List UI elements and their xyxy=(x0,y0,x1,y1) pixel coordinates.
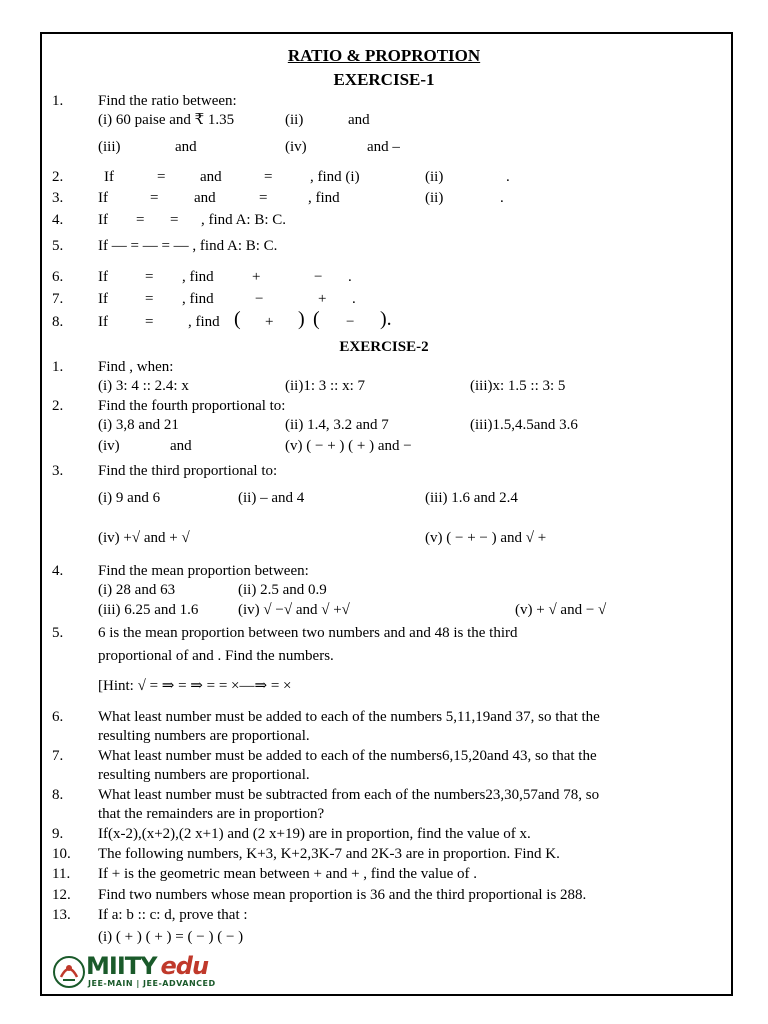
ex1-q3-and: and xyxy=(194,190,216,206)
ex2-q2-stem: Find the fourth proportional to: xyxy=(98,398,286,414)
ex2-q5-line1: 6 is the mean proportion between two numbers and and 48 is the third xyxy=(98,625,518,641)
exercise-1-heading: EXERCISE-1 xyxy=(333,70,435,89)
ex1-q6-dot: . xyxy=(348,269,352,285)
page-title: RATIO & PROPROTION xyxy=(287,46,481,65)
ex2-q2-iii: (iii)1.5,4.5and 3.6 xyxy=(470,417,578,433)
ex1-q3-ii: (ii) xyxy=(425,190,444,206)
ex1-q2-find: , find (i) xyxy=(310,169,360,185)
ex1-q3-eq2: = xyxy=(259,190,268,206)
ex1-q2-eq2: = xyxy=(264,169,273,185)
ex1-q8-paren-close-2: ). xyxy=(380,308,392,330)
ex1-q1-stem: Find the ratio between: xyxy=(98,93,237,109)
ex2-q11-number: 11. xyxy=(52,866,71,882)
ex2-q3-i: (i) 9 and 6 xyxy=(98,490,161,506)
ex2-q8-line1: What least number must be subtracted from each of the numbers23,30,57and 78, so xyxy=(98,787,600,803)
ex1-q7-eq: = xyxy=(145,291,154,307)
ex1-q7-number: 7. xyxy=(52,291,64,307)
ex2-q1-i: (i) 3: 4 :: 2.4: x xyxy=(98,378,189,394)
ex1-q1-part-i: (i) 60 paise and ₹ 1.35 xyxy=(98,112,235,128)
ex2-q4-iv: (iv) √ −√ and √ +√ xyxy=(238,602,350,618)
ex1-q2-eq1: = xyxy=(157,169,166,185)
ex2-q12-text: Find two numbers whose mean proportion is 36 and the third proportional is 288. xyxy=(98,887,587,903)
ex1-q6-plus: + xyxy=(252,269,261,285)
ex2-q2-number: 2. xyxy=(52,398,64,414)
ex2-q2-i: (i) 3,8 and 21 xyxy=(98,417,179,433)
ex1-q6-minus: − xyxy=(314,269,323,285)
ex2-q3-iii: (iii) 1.6 and 2.4 xyxy=(425,490,518,506)
ex1-q3-dot: . xyxy=(500,190,504,206)
ex1-q4-find: , find A: B: C. xyxy=(201,212,287,228)
ex1-q1-part-iv-and: and – xyxy=(367,139,400,155)
ex1-q6-if: If xyxy=(98,269,108,285)
ex1-q4-number: 4. xyxy=(52,212,64,228)
ex2-q13-i: (i) ( + ) ( + ) = ( − ) ( − ) xyxy=(98,929,244,945)
ex1-q8-minus: − xyxy=(346,314,355,330)
ex2-q1-iii: (iii)x: 1.5 :: 3: 5 xyxy=(470,378,566,394)
ex1-q2-number: 2. xyxy=(52,169,64,185)
ex2-q5-line2: proportional of and . Find the numbers. xyxy=(98,648,334,664)
ex1-q4-if: If xyxy=(98,212,108,228)
ex2-q13-number: 13. xyxy=(52,907,71,923)
ex2-q2-ii: (ii) 1.4, 3.2 and 7 xyxy=(285,417,389,433)
ex1-q7-plus: + xyxy=(318,291,327,307)
ex1-q5-text: If — = — = — , find A: B: C. xyxy=(98,238,278,254)
ex2-q10-number: 10. xyxy=(52,846,71,862)
ex2-q9-number: 9. xyxy=(52,826,64,842)
ex2-q9-text: If(x-2),(x+2),(2 x+1) and (2 x+19) are in proportion, find the value of x. xyxy=(98,826,531,842)
ex2-q1-number: 1. xyxy=(52,359,64,375)
ex2-q4-iii: (iii) 6.25 and 1.6 xyxy=(98,602,199,618)
ex2-q2-v: (v) ( − + ) ( + ) and − xyxy=(285,438,412,454)
ex1-q7-find: , find xyxy=(182,291,214,307)
ex2-q2-iv: (iv) xyxy=(98,438,120,454)
ex1-q3-if: If xyxy=(98,190,108,206)
ex2-q12-number: 12. xyxy=(52,887,71,903)
ex2-q6-number: 6. xyxy=(52,709,64,725)
exercise-2-heading: EXERCISE-2 xyxy=(339,339,429,355)
ex2-q3-number: 3. xyxy=(52,463,64,479)
ex1-q1-number: 1. xyxy=(52,93,64,109)
ex2-q4-v: (v) + √ and − √ xyxy=(515,602,607,618)
ex1-q1-part-iv: (iv) xyxy=(285,139,307,155)
ex1-q8-number: 8. xyxy=(52,314,64,330)
ex2-q4-i: (i) 28 and 63 xyxy=(98,582,176,598)
ex2-q2-iv-and: and xyxy=(170,438,192,454)
ex2-q7-number: 7. xyxy=(52,748,64,764)
ex2-q8-line2: that the remainders are in proportion? xyxy=(98,806,325,822)
ex2-q6-line1: What least number must be added to each of the numbers 5,11,19and 37, so that the xyxy=(98,709,600,725)
ex1-q6-number: 6. xyxy=(52,269,64,285)
ex1-q2-and: and xyxy=(200,169,222,185)
ex1-q7-if: If xyxy=(98,291,108,307)
ex2-q4-ii: (ii) 2.5 and 0.9 xyxy=(238,582,327,598)
ex1-q1-part-iii-and: and xyxy=(175,139,197,155)
ex1-q3-number: 3. xyxy=(52,190,64,206)
ex2-q6-line2: resulting numbers are proportional. xyxy=(98,728,310,744)
ex2-q1-ii: (ii)1: 3 :: x: 7 xyxy=(285,378,365,394)
ex2-q13-text: If a: b :: c: d, prove that : xyxy=(98,907,248,923)
ex1-q8-find: , find xyxy=(188,314,220,330)
logo-brand: MIITY xyxy=(86,952,157,980)
ex1-q4-eq1: = xyxy=(136,212,145,228)
logo-emblem-icon xyxy=(52,955,86,989)
ex1-q6-eq: = xyxy=(145,269,154,285)
ex2-q10-text: The following numbers, K+3, K+2,3K-7 and 2K-3 are in proportion. Find K. xyxy=(98,846,560,862)
ex1-q5-number: 5. xyxy=(52,238,64,254)
ex2-q11-text: If + is the geometric mean between + and + , find the value of . xyxy=(98,866,477,882)
ex1-q8-paren-open-1: ( xyxy=(234,308,241,330)
ex1-q1-part-iii: (iii) xyxy=(98,139,121,155)
ex2-q4-number: 4. xyxy=(52,563,64,579)
ex2-q5-number: 5. xyxy=(52,625,64,641)
ex1-q3-find: , find xyxy=(308,190,340,206)
ex1-q2-ii: (ii) xyxy=(425,169,444,185)
ex2-q7-line2: resulting numbers are proportional. xyxy=(98,767,310,783)
ex1-q8-plus: + xyxy=(265,314,274,330)
ex2-q3-iv: (iv) +√ and + √ xyxy=(98,530,190,546)
ex1-q6-find: , find xyxy=(182,269,214,285)
logo-wordmark xyxy=(86,953,208,979)
ex2-q3-ii: (ii) – and 4 xyxy=(238,490,305,506)
logo-edu: edu xyxy=(160,952,209,980)
ex1-q7-dot: . xyxy=(352,291,356,307)
ex1-q2-dot: . xyxy=(506,169,510,185)
ex1-q3-eq1: = xyxy=(150,190,159,206)
ex1-q8-if: If xyxy=(98,314,108,330)
ex1-q8-paren-close-1: ) xyxy=(298,308,305,330)
ex1-q2-if: If xyxy=(104,169,114,185)
logo-tagline: JEE-MAIN | JEE-ADVANCED xyxy=(88,979,216,988)
ex2-q5-hint: [Hint: √ = ⇒ = ⇒ = = ×—⇒ = × xyxy=(98,678,292,694)
ex2-q1-stem: Find , when: xyxy=(98,359,174,375)
ex2-q8-number: 8. xyxy=(52,787,64,803)
ex1-q7-minus: − xyxy=(255,291,264,307)
ex1-q1-part-ii: (ii) xyxy=(285,112,304,128)
ex2-q4-stem: Find the mean proportion between: xyxy=(98,563,309,579)
ex1-q1-part-ii-and: and xyxy=(348,112,370,128)
ex2-q3-v: (v) ( − + − ) and √ + xyxy=(425,530,547,546)
ex1-q4-eq2: = xyxy=(170,212,179,228)
miity-edu-logo xyxy=(52,953,252,991)
ex1-q8-eq: = xyxy=(145,314,154,330)
ex2-q7-line1: What least number must be added to each of the numbers6,15,20and 43, so that the xyxy=(98,748,597,764)
ex1-q8-paren-open-2: ( xyxy=(313,308,320,330)
ex2-q3-stem: Find the third proportional to: xyxy=(98,463,278,479)
